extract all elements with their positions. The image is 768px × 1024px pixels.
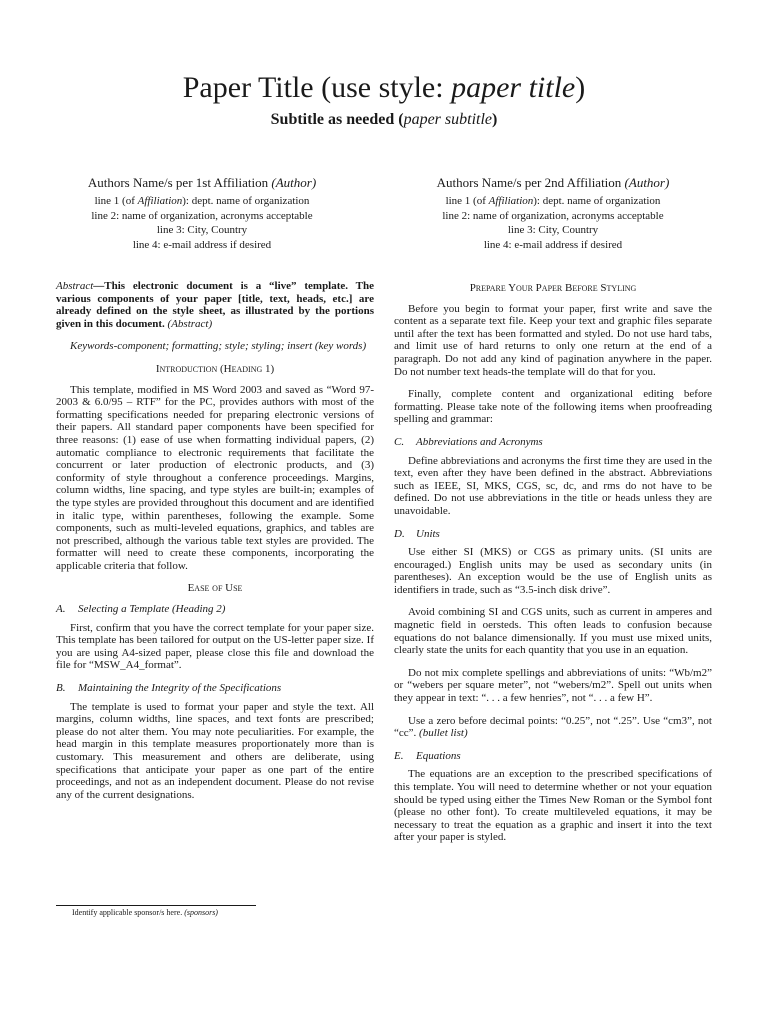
affiliation-line-3: line 3: City, Country [507,224,599,236]
abstract: Abstract—This electronic document is a “live” template. The various components of your paper [title, text, heads, etc.] are already defined on the style sheet, as illustrated by the portions given in this document. (Abstract) [56,280,374,330]
keywords: Keywords-component; formatting; style; styling; insert (key words) [70,340,367,353]
prepare-paragraph-1: Before you begin to format your paper, first write and save the content as a separate text file. Keep your text and graphic files separate until after the text has been formatted and styled. Do not use hard tabs, and limit use of hard returns to only one return at the end of a paragraph. Do not add any kind of pagination anywhere in the paper. Do not number text heads-the template will do that for you. [394,302,712,378]
units-paragraph-1: Use either SI (MKS) or CGS as primary units. (SI units are encouraged.) English units may be used as secondary units (in parentheses). An exception would be the use of English units as identifiers in trade, such as “3.5-inch disk drive”. [394,546,712,596]
heading-introduction: Introduction (Heading 1) [155,362,275,375]
right-column [394,280,712,854]
footnote-rule [56,905,256,906]
heading-selecting-template: A. Selecting a Template (Heading 2) [56,603,226,616]
author-block-2 [388,174,718,252]
heading-integrity: B. Maintaining the Integrity of the Specifications [56,682,282,695]
author-block-1 [37,174,367,252]
author-name: Authors Name/s per 1st Affiliation (Author) [87,175,317,190]
affiliation-line-4: line 4: e-mail address if desired [132,238,272,251]
affiliation-line-2: line 2: name of organization, acronyms acceptable [442,209,664,222]
heading-abbreviations: C. Abbreviations and Acronyms [394,435,543,448]
affiliation-line-1: line 1 (of Affiliation): dept. name of organization [94,195,310,207]
left-column [56,280,374,811]
heading-units: D. Units [394,527,440,540]
equations-paragraph: The equations are an exception to the prescribed specifications of this template. You will need to determine whether or not your equation should be typed using either the Times New Roman or the Symbol font (please no other font). To create multileveled equations, it may be necessary to treat the equation as a graphic and insert it into the text after your paper is styled. [394,768,712,844]
intro-paragraph: This template, modified in MS Word 2003 and saved as “Word 97-2003 & 6.0/95 – RTF” for the PC, provides authors with most of the formatting specifications needed for preparing electronic versions of their papers. All standard paper components have been specified for three reasons: (1) ease of use when formatting individual papers, (2) automatic compliance to electronic requirements that facilitate the concurrent or later production of electronic products, and (3) conformity of style throughout a conference proceedings. Margins, column widths, line spacing, and type styles are built-in; examples of the type styles are provided throughout this document and are identified in italic type, within parentheses, following the example. Some components, such as multi-leveled equations, graphics, and tables are not prescribed, although the various table text styles are provided. The formatter will need to create these components, incorporating the applicable criteria that follow. [56,383,374,572]
units-paragraph-4: Use a zero before decimal points: “0.25”, not “.25”. Use “cm3”, not “cc”. (bullet list) [394,714,712,740]
affiliation-line-4: line 4: e-mail address if desired [483,238,623,251]
paper-title: Paper Title (use style: paper title) [182,71,586,104]
footnote: Identify applicable sponsor/s here. (sponsors) [72,908,218,917]
affiliation-line-2: line 2: name of organization, acronyms acceptable [91,209,313,222]
units-paragraph-2: Avoid combining SI and CGS units, such as current in amperes and magnetic field in oersteds. This often leads to confusion because equations do not balance dimensionally. If you must use mixed units, clearly state the units for each quantity that you use in an equation. [394,606,712,657]
units-paragraph-3: Do not mix complete spellings and abbreviations of units: “Wb/m2” or “webers per square meter”, not “webers/m2”. Spell out units when they appear in text: “. . . a few henries”, not “. . . a few H”. [394,666,712,705]
selecting-template-paragraph: First, confirm that you have the correct template for your paper size. This template has been tailored for output on the US-letter paper size. If you are using A4-sized paper, please close this file and download the file for “MSW_A4_format”. [56,621,374,672]
heading-equations: E. Equations [394,749,461,762]
affiliation-line-3: line 3: City, Country [156,224,248,236]
paper-subtitle: Subtitle as needed (paper subtitle) [270,111,498,128]
heading-prepare-paper: Prepare Your Paper Before Styling [469,282,637,294]
heading-ease-of-use: Ease of Use [187,582,243,595]
prepare-paragraph-2: Finally, complete content and organizational editing before formatting. Please take note of the following items when proofreading spelling and grammar: [394,388,712,426]
integrity-paragraph: The template is used to format your paper and style the text. All margins, column widths, line spaces, and text fonts are prescribed; please do not alter them. You may note peculiarities. For example, the head margin in this template measures proportionately more than is customary. This measurement and others are deliberate, using specifications that anticipate your paper as one part of the entire proceedings, and not as an independent document. Please do not revise any of the current designations. [56,700,374,801]
abbreviations-paragraph: Define abbreviations and acronyms the first time they are used in the text, even after they have been defined in the abstract. Abbreviations such as IEEE, SI, MKS, CGS, sc, dc, and rms do not have to be defined. Do not use abbreviations in the title or heads unless they are unavoidable. [394,454,712,517]
affiliation-line-1: line 1 (of Affiliation): dept. name of organization [445,195,661,207]
author-name: Authors Name/s per 2nd Affiliation (Author) [436,175,670,190]
